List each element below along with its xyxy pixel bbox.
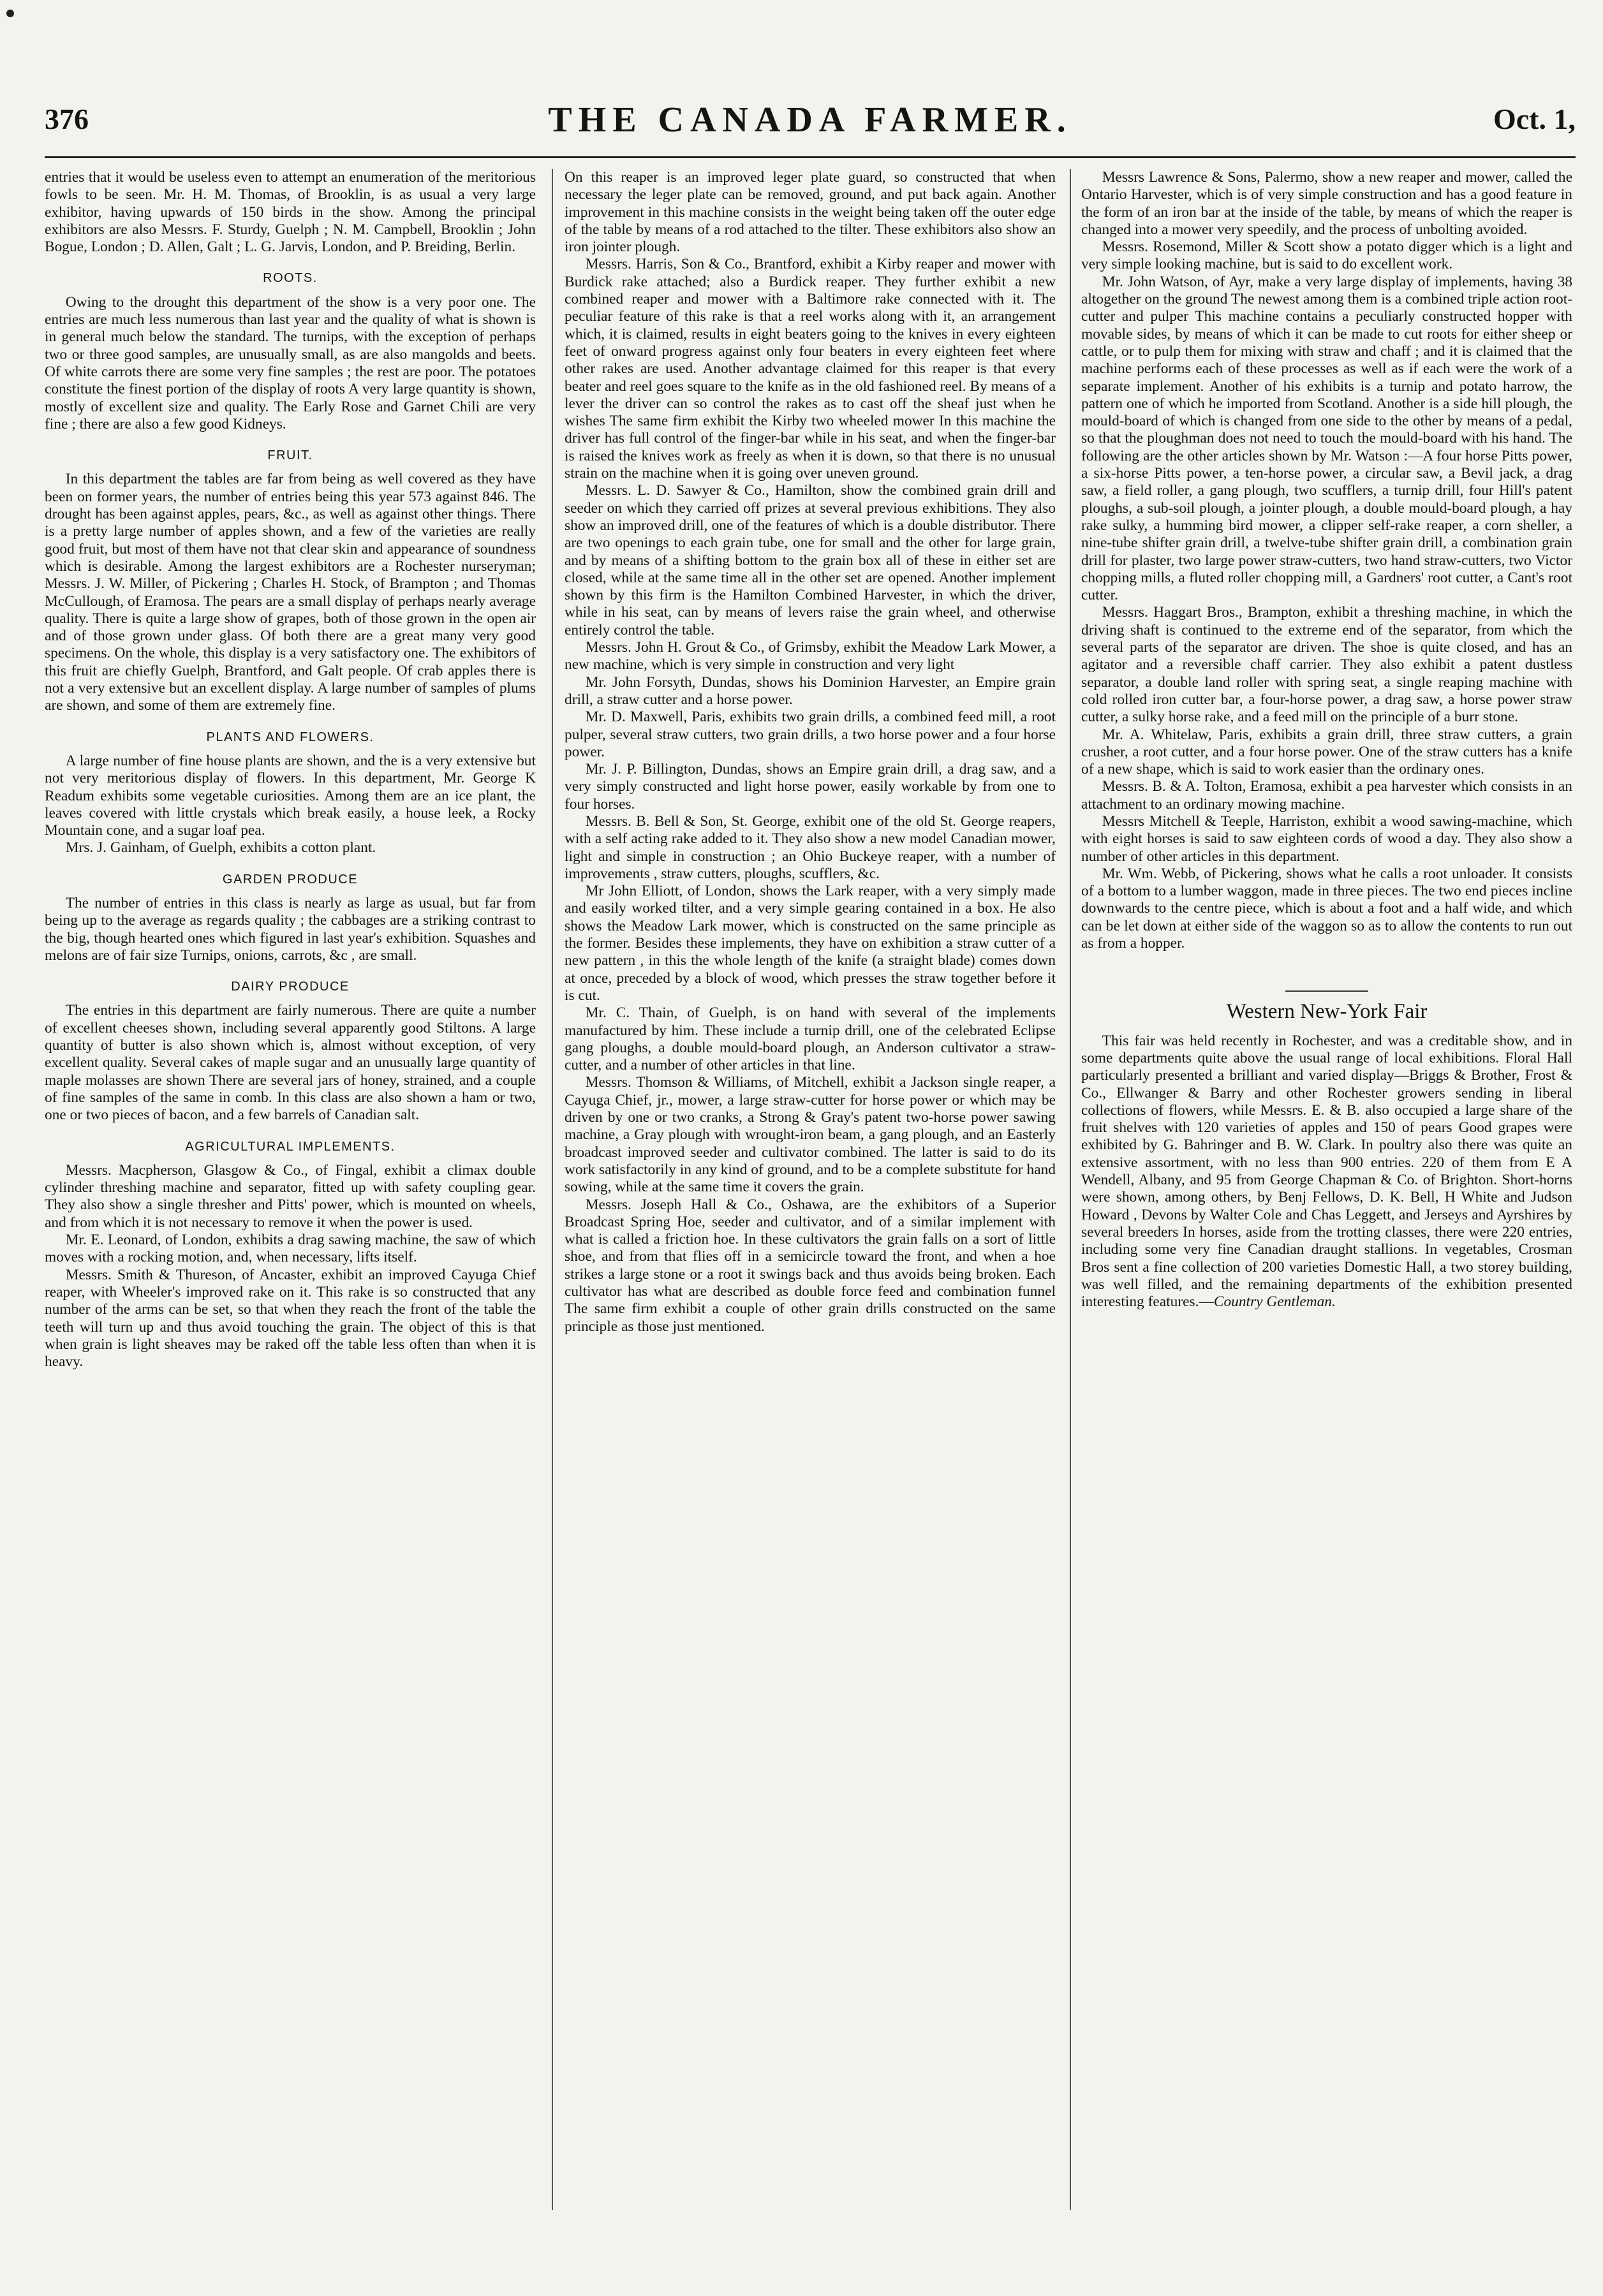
paragraph: Messrs. Joseph Hall & Co., Oshawa, are the exhibitors of a Superior Broadcast Spring Hoe, seeder and cultivator, and of a similar implement with what is called a friction hoe. In these cultivators the grain falls on a sort of little shoe, and from that flies off in a semicircle toward the front, and when a hoe strikes a large stone or a root it swings back and thus avoids being broken. Each cultivator has what are described as double force feed and combination funnel The same firm exhibit a couple of other grain drills constructed on the same principle as those just mentioned. [565, 1196, 1056, 1335]
column-rule [1070, 169, 1071, 2210]
issue-date: Oct. 1, [1493, 103, 1576, 135]
paragraph: Mr. C. Thain, of Guelph, is on hand with several of the implements manufactured by him. These include a turnip drill, one of the celebrated Eclipse gang ploughs, a double mould-board plough, an Anderson cultivator a straw-cutter, and a number of other articles in that line. [565, 1004, 1056, 1074]
column-1 [45, 169, 536, 2210]
paragraph: Messrs. Thomson & Williams, of Mitchell, exhibit a Jackson single reaper, a Cayuga Chief, jr., mower, a large straw-cutter for horse power or which may be driven by one or two cranks, a Strong & Gray's patent two-horse power sawing machine, a Gray plough with wrought-iron beam, a gang plough, and an Easterly broadcast improved seeder and cultivator combined. The latter is said to do its work satisfactorily in any kind of ground, and to be a complete substitute for hand sowing, while at the same time it covers the grain. [565, 1074, 1056, 1196]
article-divider [1285, 990, 1368, 992]
paragraph: Messrs. B. Bell & Son, St. George, exhibit one of the old St. George reapers, with a self acting rake added to it. They also show a new model Canadian mower, light and simple in construction ; an Ohio Buckeye reaper, with a number of improvements , straw cutters, ploughs, scufflers, &c. [565, 813, 1056, 882]
masthead-title: THE CANADA FARMER. [548, 100, 1072, 140]
section-heading-roots: ROOTS. [263, 271, 318, 286]
paragraph: Mrs. J. Gainham, of Guelph, exhibits a cotton plant. [65, 839, 376, 857]
section-heading-dairy: DAIRY PRODUCE [231, 980, 350, 994]
header-rule [45, 156, 1576, 158]
paragraph: Messrs. Harris, Son & Co., Brantford, exhibit a Kirby reaper and mower with Burdick rake attached; also a Burdick reaper. They further exhibit a new combined reaper and mower with a Baltimore rake connected with it. The peculiar feature of this rake is that a reel works along with it, an arrangement which, it is claimed, results in eight beaters going to the knives in every eighteen feet of onward progress against only four beaters in every eighteen feet where other rakes are used. Another advantage claimed for this reaper is that every beater and reel goes square to the knife as in the old fashioned reel. By means of a lever the driver can so control the rakes as to cast off the sheaf just when he wishes The same firm exhibit the Kirby two wheeled mower In this machine the driver has full control of the finger-bar while in his seat, and when the finger-bar is raised the knives work as freely as when it is down, so that there is no unusual strain on the machine when it is going over uneven ground. [565, 256, 1056, 482]
page-number: 376 [45, 103, 89, 135]
paragraph: Mr. E. Leonard, of London, exhibits a drag sawing machine, the saw of which moves with a rocking motion, and, when necessary, lifts itself. [45, 1232, 536, 1266]
column-3 [1081, 169, 1572, 2210]
paragraph: Mr. John Forsyth, Dundas, shows his Dominion Harvester, an Empire grain drill, a straw cutter and a horse power. [565, 673, 1056, 708]
column-rule [552, 169, 553, 2210]
paragraph: In this department the tables are far from being as well covered as they have been on former years, the number of entries being this year 573 against 846. The drought has been against apples, pears, &c., as well as against other things. There is a pretty large number of apples shown, and a few of the varieties are really good fruit, but most of them have not that clear skin and appearance of soundness which is desirable. Among the largest exhibitors are a Rochester nurseryman; Messrs. J. W. Miller, of Pickering ; Charles H. Stock, of Brampton ; and Thomas McCullough, of Eramosa. The pears are a small display of perhaps nearly average quality. There is quite a large show of grapes, both of those grown in the open air and of those grown under glass. Of both there are a great many very good specimens. On the whole, this display is a very satisfactory one. The exhibitors of this fruit are chiefly Guelph, Brantford, and Galt people. Of crab apples there is not a very extensive but an excellent display. A large number of samples of plums are shown, and some of them are extremely fine. [45, 471, 536, 714]
paragraph: Messrs Lawrence & Sons, Palermo, show a new reaper and mower, called the Ontario Harvester, which is of very simple construction and has a good feature in the form of an iron bar at the inside of the table, by means of which the reaper is changed into a mower very speedily, and the process of unbolting avoided. [1081, 169, 1572, 238]
paragraph: Mr. John Watson, of Ayr, make a very large display of implements, having 38 altogether on the ground The newest among them is a combined triple action root-cutter and pulper This machine contains a peculiarly constructed hopper with movable sides, by means of which it can be made to cut roots for either sheep or cattle, or to pulp them for mixing with straw and chaff ; and it is claimed that the machine performs each of these processes as well as if each were the work of a separate implement. Another of his exhibits is a turnip and potato harrow, the pattern one of which he imported from Scotland. Another is a side hill plough, the mould-board of which is changed from one side to the other by means of a pedal, so that the ploughman does not need to touch the mould-board with his hand. The following are the other articles shown by Mr. Watson :—A four horse Pitts power, a six-horse Pitts power, a ten-horse power, a circular saw, a Bevil jack, a drag saw, a field roller, a gang plough, two scufflers, a turnip drill, four Hill's patent ploughs, a sub-soil plough, a jointer plough, a double mould-board plough, a hay rake sulky, a humming bird mower, a clipper self-rake reaper, a corn sheller, a nine-tube shifter grain drill, a twelve-tube shifter grain drill, a combination grain drill for plaster, two large power straw-cutters, two hand straw-cutters, two Victor chopping mills, a fluted roller chopping mill, a Gardners' root cutter, a Cant's root cutter. [1081, 273, 1572, 604]
paragraph: The number of entries in this class is nearly as large as usual, but far from being up to the average as regards quality ; the cabbages are a striking contrast to the big, though hearted ones which figured in last year's exhibition. Squashes and melons are of fair size Turnips, onions, carrots, &c , are small. [45, 894, 536, 964]
page-header [45, 102, 1576, 147]
article-body: This fair was held recently in Rochester, and was a creditable show, and in some departments quite above the usual range of local exhibitions. Floral Hall particularly presented a brilliant and varied display—Briggs & Brother, Frost & Co., Ellwanger & Barry and other Rochester growers sending in liberal collections of flowers, while Messrs. E. & B. also occupied a large share of the fruit shelves with 120 varieties of apples and 150 of pears Good grapes were exhibited by G. Bahringer and B. W. Clark. In poultry also there was quite an extensive assortment, with no less than 900 entries. 220 of them from E A Wendell, Albany, and 95 from George Chapman & Co. of Brighton. Short-horns were shown, among others, by Benj Fellows, D. K. Bell, H White and Judson Howard , Devons by Walter Cole and Chas Leggett, and Jerseys and Ayrshires by several breeders In horses, aside from the trotting classes, there were 220 entries, including some very fine Canadian draught stallions. In vegetables, Crosman Bros sent a fine collection of 200 varieties Domestic Hall, a two storey building, was well filled, and the remaining departments of the exhibition presented interesting features.— [1081, 1032, 1572, 1311]
paragraph: Messrs Mitchell & Teeple, Harriston, exhibit a wood sawing-machine, which with eight horses is said to saw eighteen cords of wood a day. They also show a number of other articles in this department. [1081, 813, 1572, 865]
section-heading-fruit: FRUIT. [267, 448, 313, 463]
paragraph: Messrs. Haggart Bros., Brampton, exhibit a threshing machine, in which the driving shaft is continued to the extreme end of the separator, from which the several parts of the separator are driven. The shoe is quite closed, and has an agitator and a reversible chaff carrier. They also exhibit a patent dustless separator, a double land roller with spring seat, a single reaping machine with cold rolled iron cutter bar, a four-horse power, a drag saw, a horse power straw cutter, a sulky horse rake, and a feed mill on the principle of a burr stone. [1081, 604, 1572, 726]
paragraph: Owing to the drought this department of the show is a very poor one. The entries are much less numerous than last year and the quality of what is shown is in general much below the standard. The turnips, with the exception of perhaps two or three good samples, are unusually small, as are also mangolds and beets. Of white carrots there are some very fine samples ; the rest are poor. The potatoes constitute the finest portion of the display of roots A very large quantity is shown, mostly of excellent size and quality. The Early Rose and Garnet Chili are very fine ; there are also a few good Kidneys. [45, 293, 536, 432]
paragraph: Messrs. B. & A. Tolton, Eramosa, exhibit a pea harvester which consists in an attachment to an ordinary mowing machine. [1081, 778, 1572, 813]
paragraph: Messrs. Macpherson, Glasgow & Co., of Fingal, exhibit a climax double cylinder threshing machine and separator, fitted up with safety coupling gear. They also show a single thresher and Pitts' power, which is mounted on wheels, and from which it is not necessary to remove it when the power is used. [45, 1161, 536, 1231]
ink-dot [6, 10, 14, 17]
paragraph: The entries in this department are fairly numerous. There are quite a number of excellent cheeses shown, including several apparently good Stiltons. A large quantity of butter is also shown which is, almost without exception, of very excellent quality. Several cakes of maple sugar and an unusually large quantity of maple molasses are shown There are several jars of honey, strained, and a couple of fine samples of the same in comb. In this class are also shown a ham or two, one or two pieces of bacon, and a few barrels of Canadian salt. [45, 1002, 536, 1124]
paragraph: entries that it would be useless even to attempt an enumeration of the meritorious fowls to be seen. Mr. H. M. Thomas, of Brooklin, is as usual a very large exhibitor, having upwards of 150 birds in the show. Among the principal exhibitors are also Messrs. F. Sturdy, Guelph ; N. M. Campbell, Brooklin ; John Bogue, London ; D. Allen, Galt ; L. G. Jarvis, London, and P. Breiding, Berlin. [45, 169, 536, 256]
paragraph: Mr. Wm. Webb, of Pickering, shows what he calls a root unloader. It consists of a bottom to a lumber waggon, made in three pieces. The two end pieces incline downwards to the centre piece, which is about a foot and a half wide, and which can be let down at either side of the waggon so as to allow the contents to run out as from a hopper. [1081, 865, 1572, 952]
paragraph: Messrs. L. D. Sawyer & Co., Hamilton, show the combined grain drill and seeder on which they carried off prizes at several previous exhibitions. They also show an improved drill, one of the features of which is a double distributor. There are two openings to each grain tube, one for small and the other for large grain, and by means of a shifting bottom to the grain box all of these in either set are closed, while at the same time all in the other set are opened. Another implement shown by this firm is the Hamilton Combined Harvester, in which the driver, while in his seat, can by means of levers raise the grain wheel, and otherwise entirely control the table. [565, 482, 1056, 638]
paragraph: Messrs. Rosemond, Miller & Scott show a potato digger which is a light and very simple looking machine, but is said to do excellent work. [1081, 239, 1572, 273]
section-heading-garden: GARDEN PRODUCE [222, 872, 358, 887]
paragraph: Messrs. Smith & Thureson, of Ancaster, exhibit an improved Cayuga Chief reaper, with Wheeler's improved rake on it. This rake is so constructed that any number of the arms can be set, so that when they reach the front of the table the teeth will turn up and thus avoid touching the grain. The object of this is that when grain is light sheaves may be raked off the table less often than when it is heavy. [45, 1266, 536, 1371]
paragraph: On this reaper is an improved leger plate guard, so constructed that when necessary the leger plate can be removed, ground, and put back again. Another improvement in this machine consists in the weight being taken off the outer edge of the table by means of a rod attached to the tilter. These exhibitors also show an iron jointer plough. [565, 169, 1056, 256]
paragraph: Mr John Elliott, of London, shows the Lark reaper, with a very simply made and easily worked tilter, and a very simple gearing contained in a box. He also shows the Meadow Lark mower, which is constructed on the same principle as the former. Besides these implements, they have on exhibition a straw cutter of a new pattern , in this the whole length of the knife (a straight blade) comes down at once, preceded by a block of wood, which presses the straw together before it is cut. [565, 883, 1056, 1004]
paragraph: Messrs. John H. Grout & Co., of Grimsby, exhibit the Meadow Lark Mower, a new machine, which is very simple in construction and very light [565, 639, 1056, 673]
paragraph: Mr. D. Maxwell, Paris, exhibits two grain drills, a combined feed mill, a root pulper, several straw cutters, two grain drills, a two horse power and a four horse power. [565, 709, 1056, 760]
paragraph: Mr. J. P. Billington, Dundas, shows an Empire grain drill, a drag saw, and a very simply constructed and light horse power, easily workable by from one to four horses. [565, 761, 1056, 813]
section-heading-implements: AGRICULTURAL IMPLEMENTS. [185, 1139, 395, 1154]
paragraph: Mr. A. Whitelaw, Paris, exhibits a grain drill, three straw cutters, a grain crusher, a root cutter, and a four horse power. One of the straw cutters has a knife of a new shape, which is said to work easier than the ordinary ones. [1081, 726, 1572, 778]
section-heading-plants: PLANTS AND FLOWERS. [206, 730, 374, 744]
source-credit: Country Gentleman. [1213, 1293, 1336, 1311]
paragraph: A large number of fine house plants are shown, and the is a very extensive but not very meritorious display of flowers. In this department, Mr. George K Readum exhibits some vegetable curiosities. Among them are an ice plant, the leaves covered with little crystals which break easily, a house leek, a Rocky Mountain cone, and a sugar loaf pea. [45, 752, 536, 839]
paragraph [1081, 1033, 1572, 1311]
article-title: Western New-York Fair [1226, 1000, 1428, 1024]
column-2 [565, 169, 1056, 2210]
